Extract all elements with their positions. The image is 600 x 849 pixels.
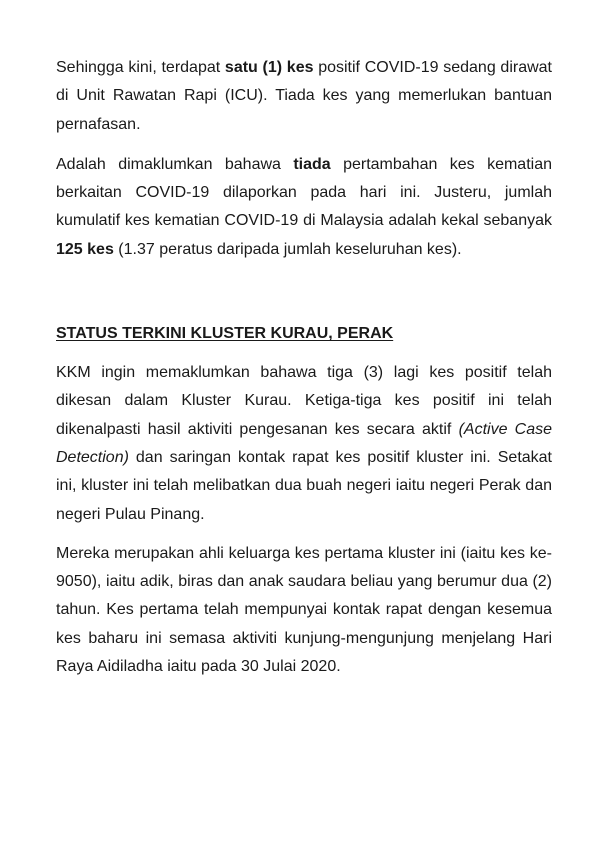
- deaths-new-count: tiada: [293, 155, 331, 173]
- deaths-total-count: 125 kes: [56, 240, 114, 258]
- cluster-text-1: KKM ingin memaklumkan bahawa tiga (3) lagi kes positif telah dikesan dalam Kluster Kurau. Ketiga-tiga kes positif ini telah dikenalpasti hasil aktiviti pengesanan kes secara aktif: [56, 364, 552, 438]
- icu-case-count: satu (1) kes: [224, 59, 314, 76]
- document-page: [56, 54, 552, 681]
- cluster-italic-term: (Active Case Detection): [56, 420, 553, 466]
- icu-text-1: Sehingga kini, terdapat: [56, 59, 225, 76]
- icu-paragraph: [56, 54, 552, 139]
- section-heading: STATUS TERKINI KLUSTER KURAU, PERAK: [56, 325, 394, 343]
- family-text-1: Mereka merupakan ahli keluarga kes pertama kluster ini (iaitu kes ke-9050), iaitu adik, biras dan anak saudara beliau yang berumur dua (2) tahun. Kes pertama telah mempunyai kontak rapat dengan kesemua kes baharu ini semasa aktiviti kunjung-mengunjung menjelang Hari Raya Aidiladha iaitu pada 30 Julai 2020.: [56, 544, 552, 676]
- deaths-paragraph: [56, 151, 552, 264]
- family-paragraph: [56, 540, 552, 681]
- icu-text-2: positif COVID-19 sedang dirawat di Unit Rawatan Rapi (ICU). Tiada kes yang memerlukan bantuan pernafasan.: [56, 59, 553, 133]
- cluster-text-2: dan saringan kontak rapat kes positif kluster ini. Setakat ini, kluster ini telah melibatkan dua buah negeri iaitu negeri Perak dan negeri Pulau Pinang.: [56, 448, 552, 523]
- deaths-text-3: (1.37 peratus daripada jumlah keseluruhan kes).: [113, 240, 462, 258]
- deaths-text-1: Adalah dimaklumkan bahawa: [56, 155, 294, 173]
- deaths-text-2: pertambahan kes kematian berkaitan COVID-19 dilaporkan pada hari ini. Justeru, jumlah kumulatif kes kematian COVID-19 di Malaysia adalah kekal sebanyak: [56, 155, 552, 230]
- cluster-paragraph: [56, 359, 552, 529]
